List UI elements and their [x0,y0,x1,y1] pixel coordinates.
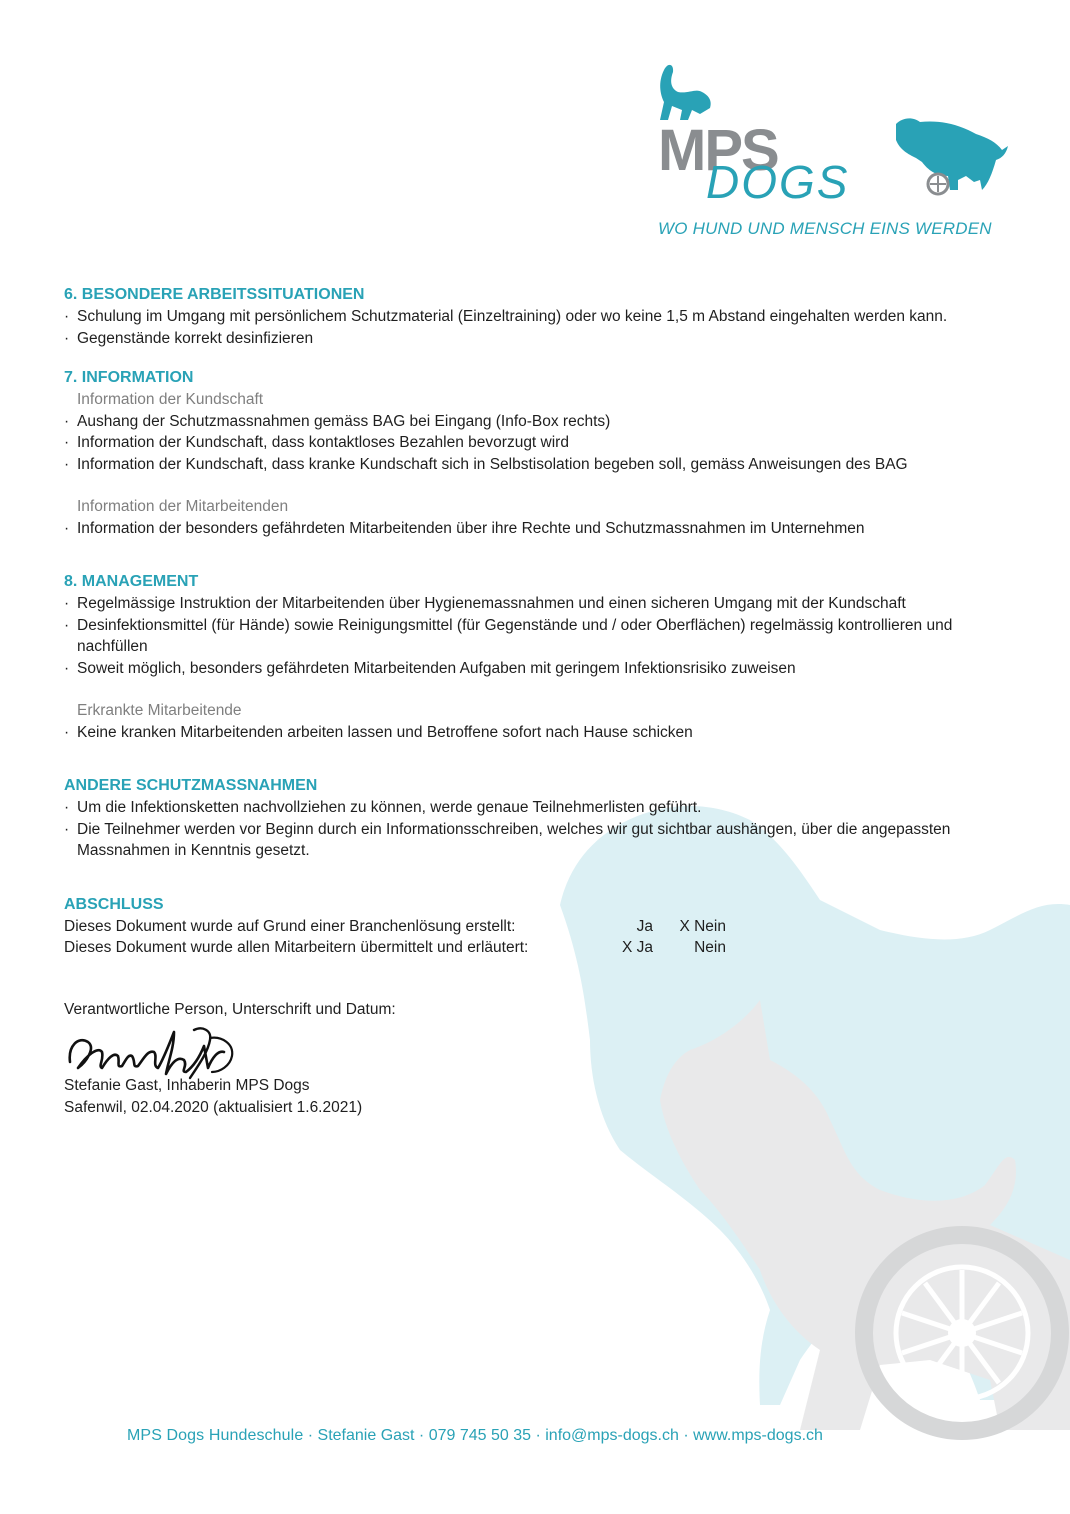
document-body [64,284,1014,1118]
section-heading: 7. INFORMATION [64,369,194,386]
section-special-work-situations [64,284,1014,349]
footer-brand: MPS Dogs Hundeschule [127,1427,304,1444]
list-item: · Schulung im Umgang mit persönlichem Schutzmaterial (Einzeltraining) oder wo keine 1,5 m Abstand eingehalten werden kann. [64,306,1014,328]
closing-row-nein: Nein [694,939,726,956]
closing-row-label: Dieses Dokument wurde allen Mitarbeitern übermittelt und erläutert: [64,939,529,956]
logo-tagline: WO HUND UND MENSCH EINS WERDEN [658,219,992,238]
closing-row-label: Dieses Dokument wurde auf Grund einer Branchenlösung erstellt: [64,917,516,935]
list-item: · Die Teilnehmer werden vor Beginn durch ein Informationsschreiben, welches wir gut sichtbar aushängen, über die angepassten Massnahmen in Kenntnis gesetzt. [64,819,1014,862]
responsible-person-block [64,999,1014,1119]
closing-row-nein: X Nein [679,917,726,935]
list-item: · Information der Kundschaft, dass kontaktloses Bezahlen bevorzugt wird [64,432,1014,454]
list-item: · Soweit möglich, besonders gefährdeten Mitarbeitenden Aufgaben mit geringem Infektionsrisiko zuweisen [64,658,1014,680]
footer-details: · Stefanie Gast · 079 745 50 35 · info@mps-dogs.ch · www.mps-dogs.ch [303,1427,823,1444]
section-closing [64,894,1014,959]
section-heading: ABSCHLUSS [64,895,164,913]
closing-row [64,937,1014,959]
closing-row-ja: X Ja [621,939,653,956]
mps-dogs-logo [640,58,1020,243]
list-item: · Um die Infektionsketten nachvollziehen zu können, werde genaue Teilnehmerlisten geführt. [64,797,1014,819]
footer [127,1427,823,1445]
sub-heading: Information der Kundschaft [77,391,264,408]
section-management [64,571,1014,743]
list-item: · Aushang der Schutzmassnahmen gemäss BAG bei Eingang (Info-Box rechts) [64,411,1014,433]
sub-heading: Information der Mitarbeitenden [77,498,289,515]
list-item: · Information der besonders gefährdeten Mitarbeitenden über ihre Rechte und Schutzmassnahmen im Unternehmen [64,518,1014,540]
sub-heading: Erkrankte Mitarbeitende [77,702,242,719]
responsible-date: Safenwil, 02.04.2020 (aktualisiert 1.6.2021) [64,1098,363,1116]
section-information [64,367,1014,539]
section-other-measures [64,775,1014,862]
list-item: · Information der Kundschaft, dass kranke Kundschaft sich in Selbstisolation begeben soll, gemäss Anweisungen des BAG [64,454,1014,476]
section-heading: 8. MANAGEMENT [64,573,199,590]
responsible-label: Verantwortliche Person, Unterschrift und Datum: [64,1000,396,1018]
logo-text-mps: MPS [658,118,778,183]
signature [64,1026,264,1082]
closing-row [64,916,1014,938]
logo-text-dogs: DOGS [706,156,850,208]
list-item: · Gegenstände korrekt desinfizieren [64,328,1014,350]
closing-row-ja: Ja [636,917,653,935]
section-heading: 6. BESONDERE ARBEITSSITUATIONEN [64,286,365,303]
section-heading: ANDERE SCHUTZMASSNAHMEN [64,777,318,794]
list-item: · Desinfektionsmittel (für Hände) sowie Reinigungsmittel (für Gegenstände und / oder Oberflächen) regelmässig kontrollieren und nachfüllen [64,615,1014,658]
responsible-name: Stefanie Gast, Inhaberin MPS Dogs [64,1077,310,1094]
list-item: · Regelmässige Instruktion der Mitarbeitenden über Hygienemassnahmen und einen sicheren Umgang mit der Kundschaft [64,593,1014,615]
list-item: · Keine kranken Mitarbeitenden arbeiten lassen und Betroffene sofort nach Hause schicken [64,722,1014,744]
